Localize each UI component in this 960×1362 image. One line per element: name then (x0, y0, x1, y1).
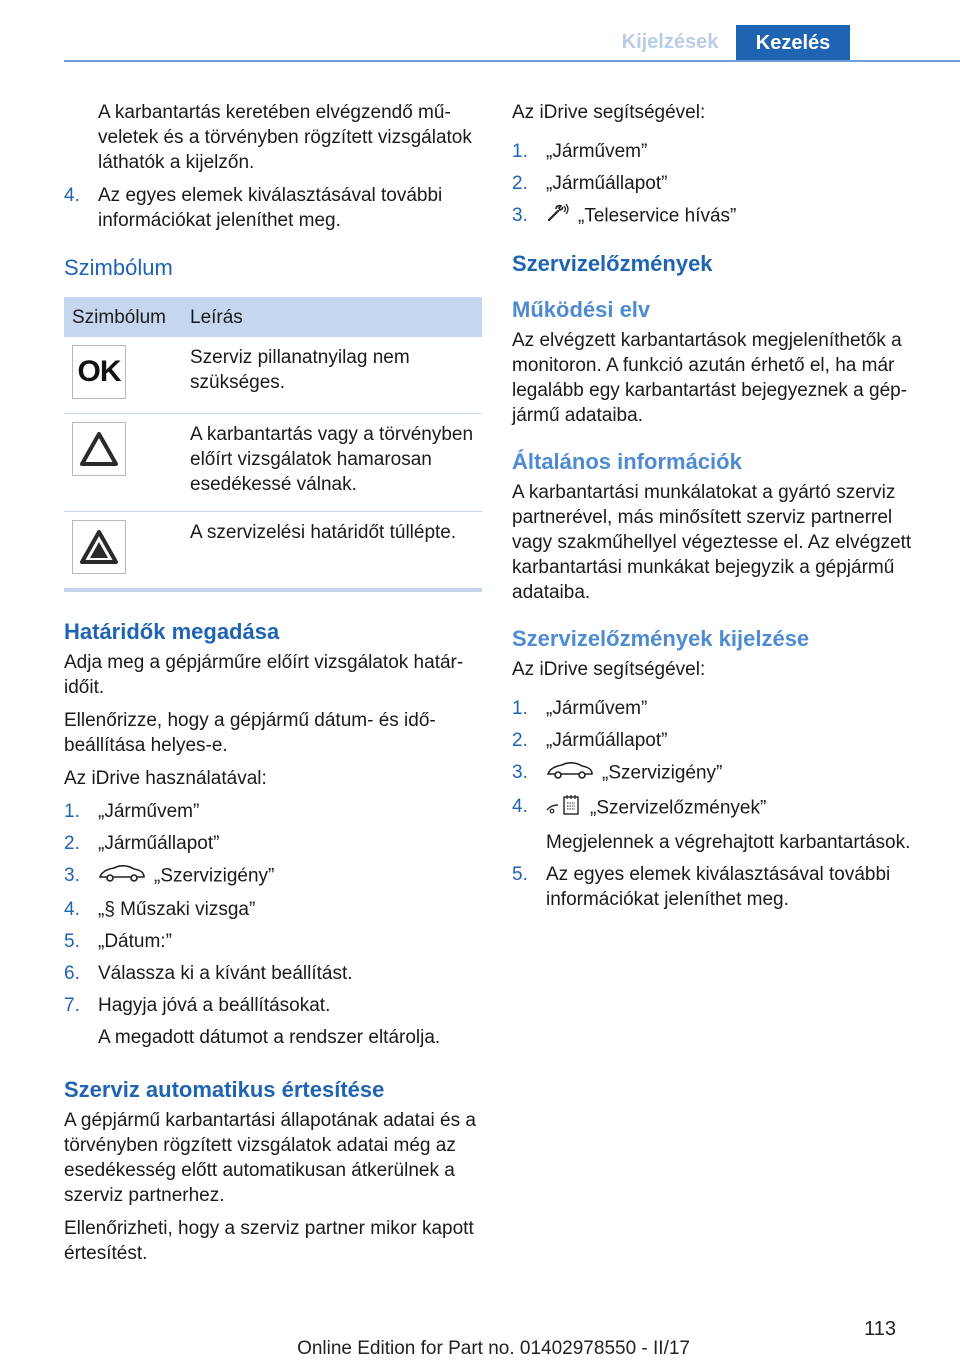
list-item (512, 171, 928, 196)
service-history-icon (546, 794, 582, 823)
list-item (512, 696, 928, 721)
list-text: „Járművem” (546, 141, 648, 162)
list-text: „§ Műszaki vizsga” (98, 899, 256, 920)
ok-symbol-icon (72, 345, 126, 399)
list-number: 1. (512, 698, 528, 719)
list-number: 5. (64, 931, 80, 952)
display-intro: Az iDrive segítségével: (512, 659, 706, 680)
general-info-paragraph: A karbantartási munkálatokat a gyártó szerviz partnerével, más minősített szerviz partnerrel vagy szakműhellyel végeztesse el. Az elvégzett karbantartási munkákat bejegyzik a gépjármű adataiba. (512, 482, 912, 603)
symbol-description: A szervizelési határidőt túllépte. (186, 512, 482, 591)
general-info-heading: Általános információk (512, 449, 742, 474)
header-divider (64, 60, 960, 62)
list-item (64, 863, 482, 890)
list-text: „Teleservice hívás” (578, 205, 737, 227)
ok-symbol-label: OK (77, 355, 121, 388)
table-row (64, 414, 482, 512)
left-column (64, 100, 482, 1274)
list-text: „Szervizigény” (154, 865, 275, 887)
list-item (64, 897, 482, 922)
list-text: „Járművem” (98, 801, 200, 822)
symbol-description: A karbantartás vagy a törvényben előírt vizsgálatok hamarosan esedékessé válnak. (186, 414, 482, 512)
list-item (64, 929, 482, 954)
auto-notify-paragraph: Ellenőrizheti, hogy a szerviz partner mikor kapott értesítést. (64, 1218, 474, 1264)
edition-label: Online Edition for Part no. 01402978550 - II/17 (297, 1338, 690, 1359)
list-item (512, 794, 928, 855)
warning-outline-icon (72, 422, 126, 476)
deadlines-paragraph: Az iDrive használatával: (64, 768, 267, 789)
list-number: 7. (64, 995, 80, 1016)
list-number: 4. (64, 899, 80, 920)
intro-continuation: A karbantartás keretében elvégzendő műveletek és a törvényben rögzített vizsgálatok láthatók a kijelzőn. (98, 102, 472, 173)
list-subtext: A megadott dátumot a rendszer eltárolja. (98, 1027, 441, 1048)
auto-notify-heading: Szerviz automatikus értesítése (64, 1077, 385, 1102)
list-number: 2. (512, 730, 528, 751)
auto-notify-paragraph: A gépjármű karbantartási állapotának adatai és a törvényben rögzített vizsgálatok adatai még az esedékesség előtt automatikusan átkerülnek a szerviz partnerhez. (64, 1110, 476, 1206)
teleservice-wrench-icon (546, 203, 570, 230)
list-number: 3. (512, 205, 528, 226)
list-item (512, 760, 928, 787)
list-text: „Járműállapot” (98, 833, 220, 854)
deadlines-heading: Határidők megadása (64, 619, 280, 644)
list-item (64, 831, 482, 856)
list-number: 1. (512, 141, 528, 162)
deadlines-paragraph: Adja meg a gépjárműre előírt vizsgálatok határidőit. (64, 652, 464, 698)
list-text: „Szervizigény” (602, 762, 723, 784)
list-item (64, 183, 482, 233)
tab-kezeles[interactable]: Kezelés (736, 25, 850, 61)
list-text: Az egyes elemek kiválasztásával további információkat jeleníthet meg. (98, 185, 443, 231)
list-number: 6. (64, 963, 80, 984)
deadlines-paragraph: Ellenőrizze, hogy a gépjármű dátum- és időbeállítása helyes-e. (64, 710, 436, 756)
table-header-row (64, 297, 482, 337)
idrive-intro: Az iDrive segítségével: (512, 102, 706, 123)
right-column (512, 100, 928, 920)
list-number: 2. (64, 833, 80, 854)
deadline-steps (64, 799, 482, 1050)
col-header-symbol: Szimbólum (64, 297, 186, 337)
list-number: 2. (512, 173, 528, 194)
warning-filled-icon (72, 520, 126, 574)
list-text: Az egyes elemek kiválasztásával további információkat jeleníthet meg. (546, 864, 891, 910)
symbol-description: Szerviz pillanatnyilag nem szükséges. (186, 337, 482, 414)
history-steps (512, 696, 928, 912)
list-subtext: Megjelennek a végrehajtott karbantartások. (546, 832, 911, 853)
list-number: 3. (512, 762, 528, 783)
list-number: 4. (64, 185, 80, 206)
list-item (64, 799, 482, 824)
list-number: 3. (64, 865, 80, 886)
list-item (64, 961, 482, 986)
intro-list (64, 183, 482, 233)
tab-kijelzesek[interactable]: Kijelzések (621, 31, 719, 53)
list-text: „Szervizelőzmények” (590, 797, 767, 819)
list-item (512, 862, 928, 912)
list-number: 5. (512, 864, 528, 885)
symbol-heading: Szimbólum (64, 255, 173, 280)
list-number: 4. (512, 796, 528, 817)
list-text: „Járművem” (546, 698, 648, 719)
table-row (64, 512, 482, 591)
col-header-description: Leírás (186, 297, 482, 337)
list-number: 1. (64, 801, 80, 822)
car-service-icon (98, 863, 146, 890)
list-text: „Járműállapot” (546, 730, 668, 751)
list-item (512, 139, 928, 164)
list-text: „Járműállapot” (546, 173, 668, 194)
list-item (512, 203, 928, 230)
teleservice-steps (512, 139, 928, 230)
history-heading: Szervizelőzmények (512, 251, 713, 276)
list-text: „Dátum:” (98, 931, 172, 952)
list-text: Hagyja jóvá a beállításokat. (98, 995, 331, 1016)
symbol-table (64, 297, 482, 592)
list-item (512, 728, 928, 753)
history-display-heading: Szervizelőzmények kijelzése (512, 626, 810, 651)
list-text: Válassza ki a kívánt beállítást. (98, 963, 353, 984)
list-item (64, 993, 482, 1050)
car-service-icon (546, 760, 594, 787)
page-number: 113 (864, 1318, 896, 1340)
table-row (64, 337, 482, 414)
principle-heading: Működési elv (512, 297, 651, 322)
principle-paragraph: Az elvégzett karbantartások megjeleníthetők a monitoron. A funkció azután érhető el, ha már legalább egy karbantartást bejegyeznek a gépjármű adataiba. (512, 330, 908, 426)
